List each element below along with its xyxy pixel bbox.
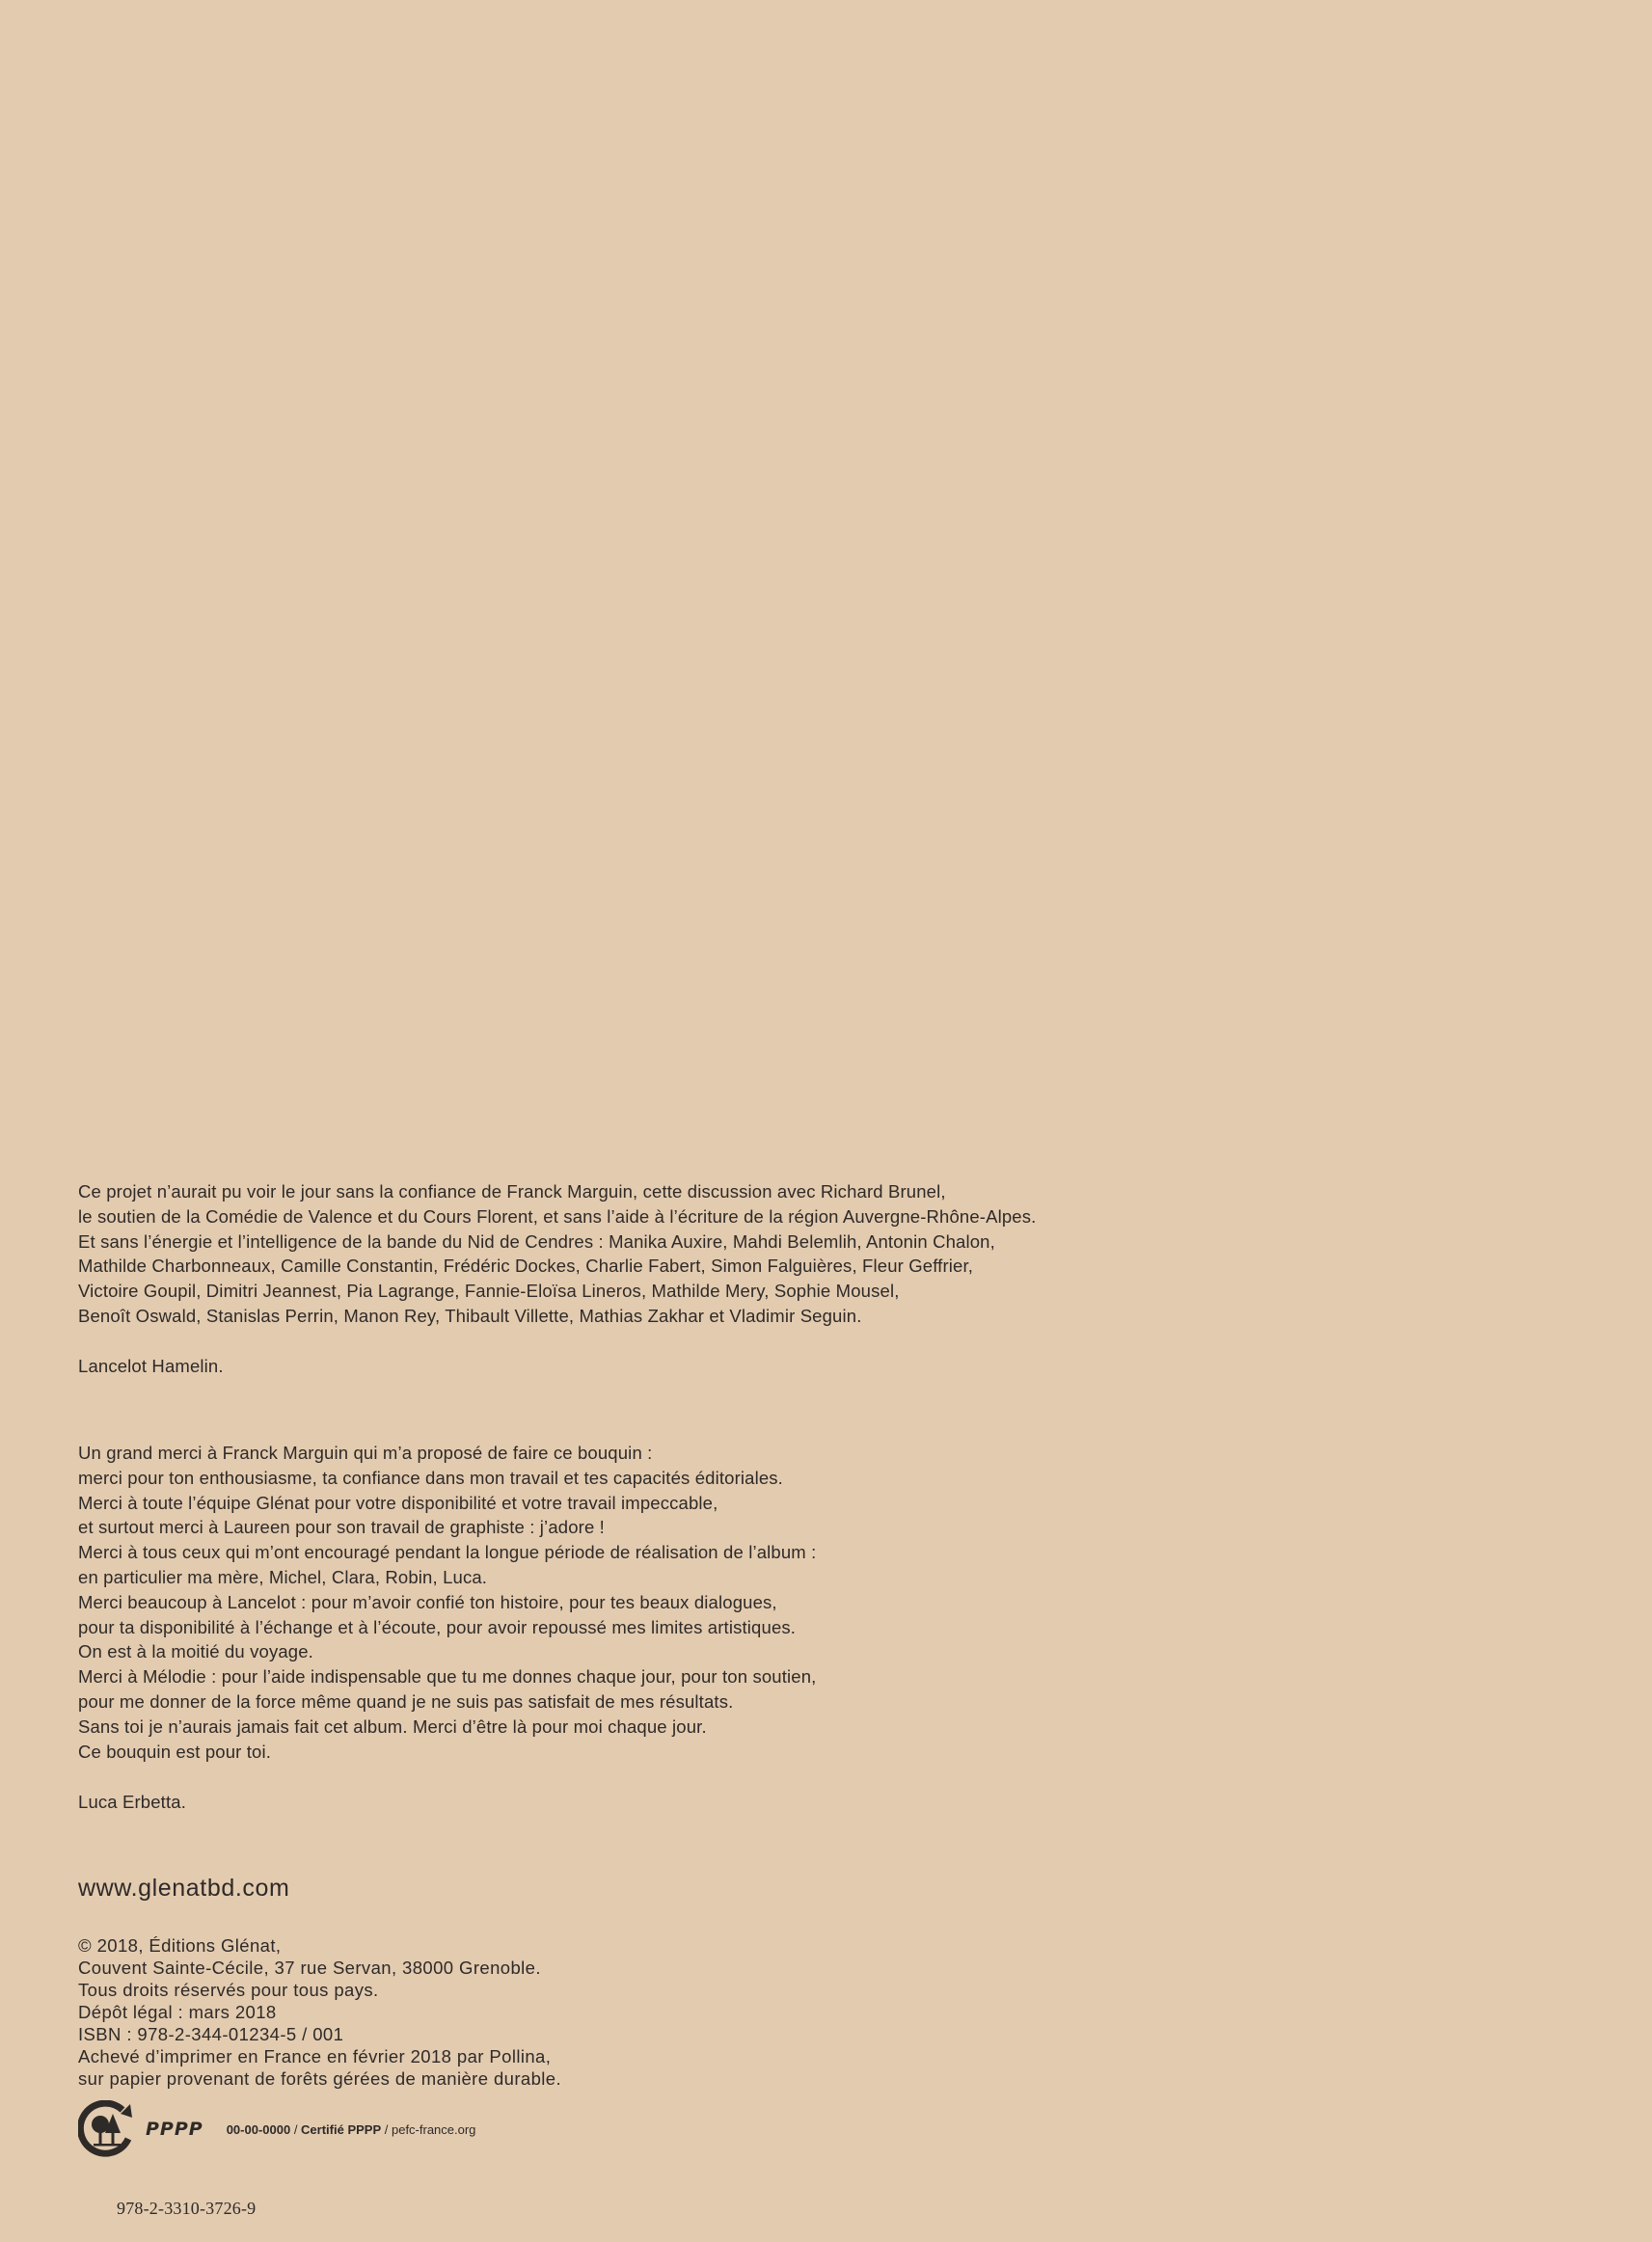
- legal-line: Tous droits réservés pour tous pays.: [78, 1980, 379, 2000]
- legal-line: sur papier provenant de forêts gérées de manière durable.: [78, 2068, 562, 2089]
- text-line: Ce bouquin est pour toi.: [78, 1741, 272, 1762]
- acknowledgments-luca: [78, 1441, 1428, 1764]
- text-line: Un grand merci à Franck Marguin qui m’a proposé de faire ce bouquin :: [78, 1443, 653, 1463]
- legal-line: Couvent Sainte-Cécile, 37 rue Servan, 38000 Grenoble.: [78, 1958, 541, 1978]
- legal-line: ISBN : 978-2-344-01234-5 / 001: [78, 2024, 344, 2044]
- certification-details: [227, 2122, 476, 2137]
- certified-label: Certifié PPPP: [301, 2121, 382, 2137]
- text-line: Merci à Mélodie : pour l’aide indispensable que tu me donnes chaque jour, pour ton soutien,: [78, 1666, 817, 1688]
- publisher-website: www.glenatbd.com: [78, 1875, 290, 1902]
- isbn-code: 978-2-3310-3726-9: [117, 2199, 257, 2218]
- separator: /: [290, 2121, 302, 2137]
- text-line: Merci à toute l’équipe Glénat pour votre disponibilité et votre travail impeccable,: [78, 1492, 718, 1513]
- text-line: Et sans l’énergie et l’intelligence de la bande du Nid de Cendres : Manika Auxire, Mahdi Belemlih, Antonin Chalon,: [78, 1230, 995, 1252]
- legal-line: © 2018, Éditions Glénat,: [78, 1935, 282, 1956]
- legal-line: Dépôt légal : mars 2018: [78, 2002, 277, 2022]
- text-line: Victoire Goupil, Dimitri Jeannest, Pia Lagrange, Fannie-Eloïsa Lineros, Mathilde Mery, Sophie Mousel,: [78, 1281, 900, 1302]
- text-line: le soutien de la Comédie de Valence et du Cours Florent, et sans l’aide à l’écriture de la région Auvergne-Rhône-Alpes.: [78, 1205, 1037, 1227]
- acknowledgments-lancelot: [78, 1179, 1428, 1329]
- signature-luca: [78, 1790, 1428, 1815]
- certification-site: pefc-france.org: [391, 2121, 476, 2137]
- certification-logo-row: [78, 2100, 475, 2158]
- separator: /: [381, 2121, 392, 2137]
- text-line: Benoît Oswald, Stanislas Perrin, Manon Rey, Thibault Villette, Mathias Zakhar et Vladimir Seguin.: [78, 1305, 862, 1326]
- text-line: et surtout merci à Laureen pour son travail de graphiste : j’adore !: [78, 1517, 605, 1538]
- text-line: pour me donner de la force même quand je ne suis pas satisfait de mes résultats.: [78, 1690, 734, 1712]
- text-line: Merci à tous ceux qui m’ont encouragé pendant la longue période de réalisation de l’album :: [78, 1542, 817, 1563]
- text-line: Ce projet n’aurait pu voir le jour sans la confiance de Franck Marguin, cette discussion avec Richard Brunel,: [78, 1181, 946, 1202]
- signature-text: Luca Erbetta.: [78, 1792, 186, 1812]
- certification-number: 00-00-0000: [226, 2121, 291, 2137]
- text-line: Merci beaucoup à Lancelot : pour m’avoir confié ton histoire, pour tes beaux dialogues,: [78, 1591, 777, 1612]
- text-line: Mathilde Charbonneaux, Camille Constantin, Frédéric Dockes, Charlie Fabert, Simon Falguières, Fleur Geffrier,: [78, 1256, 974, 1277]
- certification-brand: PPPP: [146, 2119, 203, 2140]
- text-line: On est à la moitié du voyage.: [78, 1641, 313, 1662]
- signature-lancelot: [78, 1354, 1428, 1379]
- legal-line: Achevé d’imprimer en France en février 2018 par Pollina,: [78, 2046, 552, 2066]
- signature-text: Lancelot Hamelin.: [78, 1356, 224, 1376]
- pefc-tree-logo-icon: [78, 2100, 136, 2158]
- text-line: en particulier ma mère, Michel, Clara, Robin, Luca.: [78, 1566, 488, 1587]
- text-line: pour ta disponibilité à l’échange et à l’écoute, pour avoir repoussé mes limites artistiques.: [78, 1616, 797, 1637]
- text-line: Sans toi je n’aurais jamais fait cet album. Merci d’être là pour moi chaque jour.: [78, 1715, 707, 1737]
- text-line: merci pour ton enthousiasme, ta confiance dans mon travail et tes capacités éditoriales.: [78, 1467, 783, 1488]
- legal-notice: [78, 1934, 1428, 2090]
